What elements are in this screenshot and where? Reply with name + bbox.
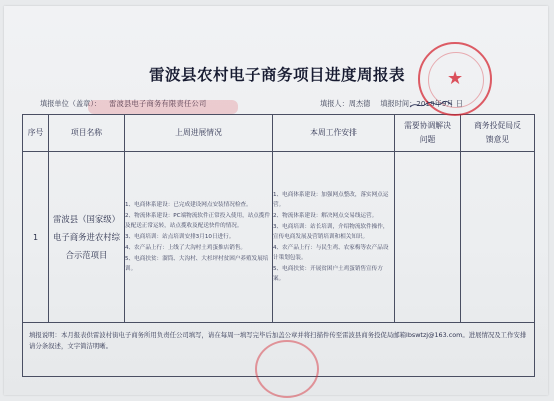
report-date: 填报时间：2018年9月 日 [380,99,463,108]
row-issues [395,152,461,323]
header-last-week: 上周进展情况 [125,115,273,152]
header-feedback: 商务投促局反馈意见 [461,115,535,152]
last-week-item: 1、电商体系建设：已完成建设网点安装情况检查。 [125,201,252,208]
progress-table [22,114,535,377]
row-last-week [125,152,273,323]
company-seal-smear [88,92,238,126]
handwritten-signature [408,100,454,110]
reporting-unit-value: 雷波县电子商务有限责任公司 [109,99,207,108]
reporting-unit-label: 填报单位（盖章）： [40,99,102,108]
row-project-name: 雷波县（国家级）电子商务进农村综合示范项目 [49,152,125,323]
this-week-item: 3、电商培训：站长培训，介绍物流软件操作，宣传电商发展及营销培训和相关知识。 [273,223,389,240]
this-week-item: 5、电商扶贫：开展贫困户土鸡蛋销售宣传方案。 [273,265,383,282]
row-this-week [273,152,395,323]
this-week-item: 1、电商体系建设：加强网点整改，落实网点运营。 [273,191,389,208]
this-week-item: 4、农产品上行：与民生鸡、农家梅等农产品设计策划包装。 [273,244,389,261]
fill-instructions: 填报说明：本月报表供雷波村街电子商务所用负责任公司填写，请在每周一填写完毕后加盖公章并将扫描件传至雷波县商务投促局邮箱lbswtzj@163.com。进展情况及工作安排请分条叙述，文字简洁明晰。 [23,323,535,377]
last-week-item: 4、农产品上行：上线了大沟村土鸡蛋推店销售。 [125,244,247,251]
watermark-seal [255,340,319,398]
header-seq: 序号 [23,115,49,152]
header-this-week: 本周工作安排 [273,115,395,152]
last-week-item: 5、电商扶贫：溜筒、大沟村、大杉坪村贫困户养殖发展培训。 [125,255,269,272]
report-title: 雷波县农村电子商务项目进度周报表 [148,66,405,84]
reporter-label: 填报人：周杰德 [320,99,371,108]
row-seq: 1 [23,152,49,323]
header-project-name: 项目名称 [49,115,125,152]
table-row [23,152,535,323]
last-week-item: 3、电商培训：站点培训安排3月10日进行。 [125,233,235,240]
seal-star-icon: ★ [447,68,464,89]
row-feedback [461,152,535,323]
last-week-item: 2、物流体系建设：PC端物流软件正常投入使用，站点揽件及配送正常运转，站点揽收及配送快件的情况。 [125,212,271,229]
this-week-item: 2、物流体系建设：解决网点交易线运营。 [273,212,378,219]
header-issues: 需要协调解决问题 [395,115,461,152]
